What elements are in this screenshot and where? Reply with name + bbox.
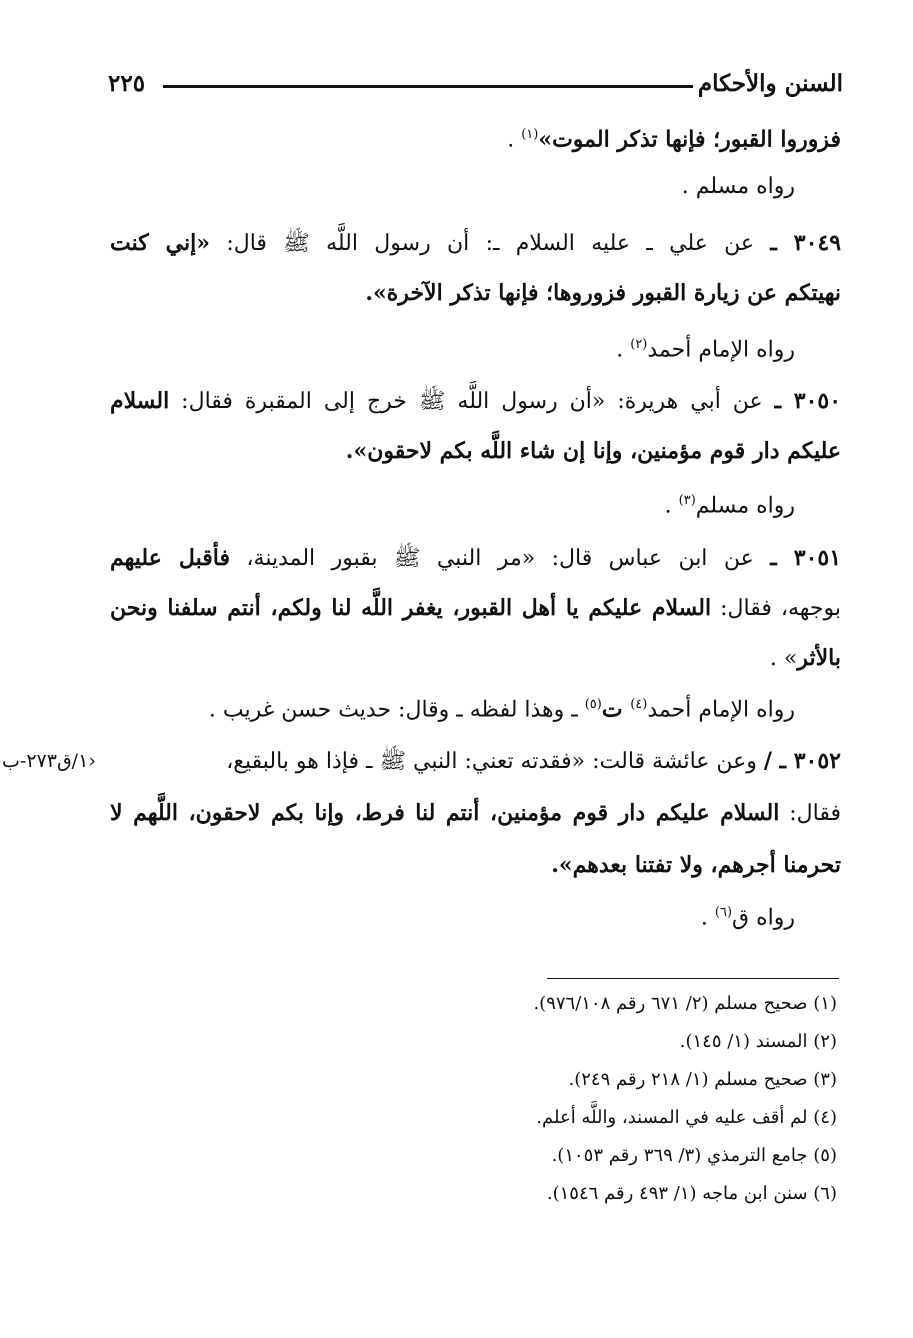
page-header — [108, 68, 843, 104]
footnote-ref: (١) — [521, 127, 539, 142]
page-number: ٢٢٥ — [108, 70, 146, 97]
hadith-3050-line-2: عليكم دار قوم مؤمنين، وإنا إن شاء اللَّه بكم لاحقون». — [345, 438, 841, 464]
footnote-ref: (٥) — [584, 697, 602, 712]
hadith-3049-line-2: نهيتكم عن زيارة القبور فزوروها؛ فإنها تذكر الآخرة». — [365, 280, 841, 306]
hadith-3050-line-1: ٣٠٥٠ ـ عن أبي هريرة: «أن رسول اللَّه ﷺ خرج إلى المقبرة فقال: السلام — [110, 388, 842, 414]
hadith-3049-line-1: ٣٠٤٩ ـ عن علي ـ عليه السلام ـ: أن رسول اللَّه ﷺ قال: «إني كنت — [110, 230, 842, 256]
footnote-ref: (٣) — [678, 493, 696, 508]
footnote-ref: (٦) — [714, 905, 733, 920]
running-title: السنن والأحكام — [697, 70, 843, 97]
narration-source: رواه مسلم$^{(٣)}$ . — [664, 493, 795, 519]
footnote-ref: (٤) — [630, 697, 648, 712]
footnote-5: (٥) جامع الترمذي (٣/ ٣٦٩ رقم ١٠٥٣). — [551, 1145, 837, 1166]
hadith-number: ٣٠٥٢ ـ / — [763, 748, 841, 774]
text-line: فزوروا القبور؛ فإنها تذكر الموت»$^{(١)}$ . — [507, 126, 841, 153]
footnote-4: (٤) لم أقف عليه في المسند، واللَّه أعلم. — [536, 1107, 837, 1128]
narration-source: رواه الإمام أحمد$^{(٢)}$ . — [616, 337, 795, 363]
hadith-number: ٣٠٥٠ ـ — [774, 388, 842, 414]
narration-source: رواه الإمام أحمد$^{(٤)}$ ت$^{(٥)}$ ـ وهذا لفظه ـ وقال: حديث حسن غريب . — [208, 696, 795, 723]
hadith-3052-line-3: تحرمنا أجرهم، ولا تفتنا بعدهم». — [551, 852, 841, 878]
footnote-6: (٦) سنن ابن ماجه (١/ ٤٩٣ رقم ١٥٤٦). — [546, 1183, 837, 1204]
hadith-3052-line-2: فقال: السلام عليكم دار قوم مؤمنين، أنتم لنا فرط، وإنا بكم لاحقون، اللَّهم لا — [110, 800, 842, 826]
hadith-number: ٣٠٥١ ـ — [770, 545, 842, 571]
hadith-number: ٣٠٤٩ ـ — [770, 230, 842, 256]
footnote-3: (٣) صحيح مسلم (١/ ٢١٨ رقم ٢٤٩). — [568, 1069, 837, 1090]
narration-source: رواه ق$^{(٦)}$ . — [700, 905, 795, 931]
hadith-3051-line-3: بالأثر» . — [769, 645, 841, 671]
footnote-2: (٢) المسند (١/ ١٤٥). — [679, 1031, 837, 1052]
footnote-separator — [547, 978, 839, 979]
footnote-ref: (٢) — [630, 337, 648, 352]
manuscript-margin-note: ‹١/ق٢٧٣-ب — [2, 750, 96, 772]
narration-source: رواه مسلم . — [681, 174, 795, 199]
hadith-3051-line-2: بوجهه، فقال: السلام عليكم يا أهل القبور، يغفر اللَّه لنا ولكم، أنتم سلفنا ونحن — [110, 595, 841, 621]
footnote-1: (١) صحيح مسلم (٢/ ٦٧١ رقم ٩٧٦/١٠٨). — [533, 993, 837, 1014]
hadith-3051-line-1: ٣٠٥١ ـ عن ابن عباس قال: «مر النبي ﷺ بقبور المدينة، فأقبل عليهم — [110, 545, 842, 571]
hadith-3052-line-1: ٣٠٥٢ ـ / وعن عائشة قالت: «فقدته تعني: النبي ﷺ ـ فإذا هو بالبقيع، — [226, 748, 841, 774]
header-rule — [163, 85, 693, 88]
